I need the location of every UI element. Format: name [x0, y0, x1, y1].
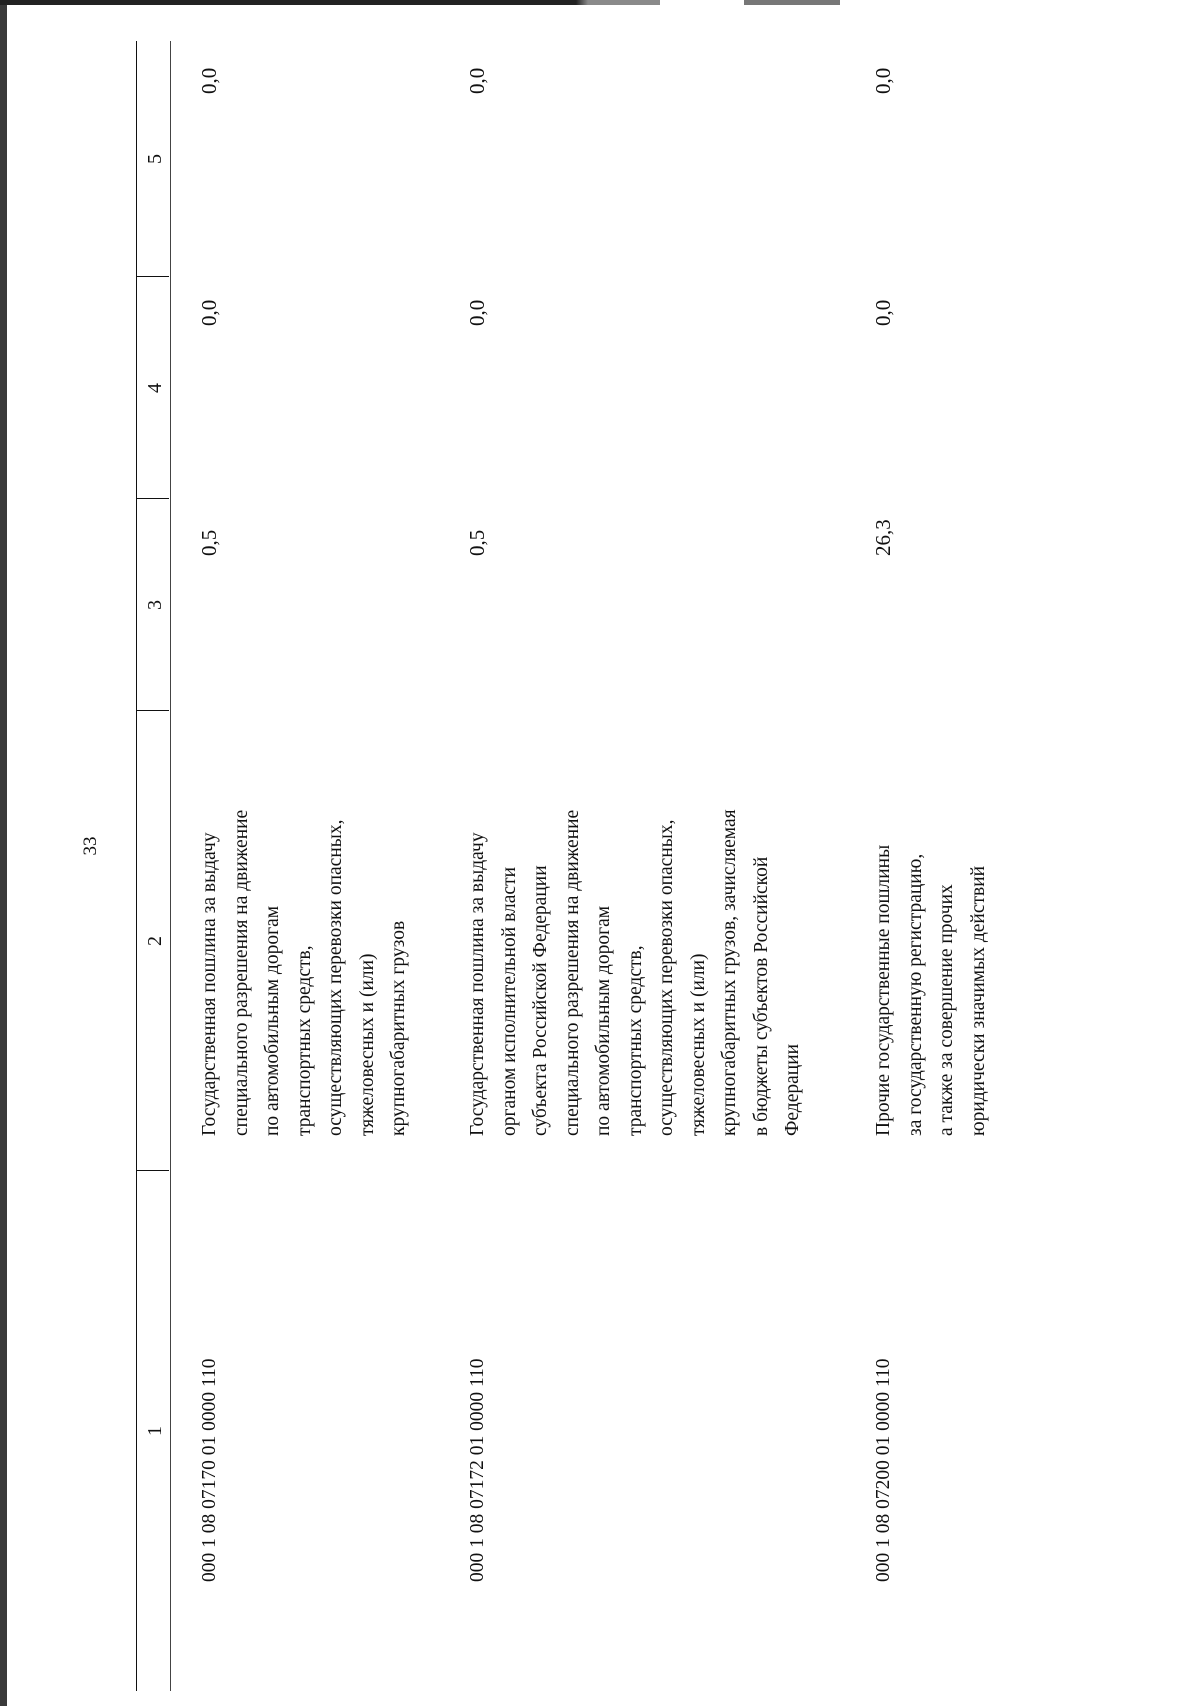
- row-name-line: Федерации: [782, 1043, 803, 1136]
- row-name-line: осуществляющих перевозки опасных,: [656, 819, 677, 1136]
- row-name-line: крупногабаритных грузов, зачисляемая: [719, 809, 740, 1136]
- row-name-line: Государственная пошлина за выдачу: [199, 832, 220, 1136]
- row-value-col3: 0,5: [197, 529, 221, 556]
- table-header-top-border: [136, 41, 137, 1691]
- row-name-line: в бюджеты субъектов Российской: [750, 856, 772, 1136]
- row-code: 000 1 08 07170 01 0000 110: [199, 1358, 220, 1582]
- row-name-line: по автомобильным дорогам: [262, 905, 283, 1136]
- row-name-line: крупногабаритных грузов: [388, 920, 409, 1136]
- row-name-line: Прочие государственные пошлины: [873, 844, 894, 1136]
- row-name-line: за государственную регистрацию,: [904, 853, 926, 1136]
- row-value-col3: 26,3: [871, 519, 895, 556]
- column-header-1: 1: [144, 1426, 166, 1436]
- column-header-3: 3: [144, 600, 166, 610]
- row-value-col4: 0,0: [871, 299, 895, 326]
- row-value-col5: 0,0: [465, 67, 489, 94]
- row-value-col5: 0,0: [871, 67, 895, 94]
- column-header-2: 2: [144, 936, 166, 946]
- row-name-line: субъекта Российской Федерации: [530, 865, 551, 1136]
- row-name-line: транспортных средств,: [624, 945, 646, 1136]
- row-name-line: а также за совершение прочих: [936, 884, 957, 1136]
- row-name-line: специального разрешения на движение: [561, 809, 583, 1136]
- row-name: [868, 845, 994, 1136]
- column-header-4: 4: [144, 383, 166, 393]
- row-name-line: тяжеловесных и (или): [687, 953, 709, 1136]
- row-name: [194, 810, 415, 1136]
- page-number: 33: [80, 836, 101, 856]
- row-code: 000 1 08 07200 01 0000 110: [873, 1358, 894, 1582]
- row-name-line: осуществляющих перевозки опасных,: [325, 819, 346, 1136]
- row-code: 000 1 08 07172 01 0000 110: [467, 1358, 488, 1582]
- row-value-col4: 0,0: [465, 299, 489, 326]
- row-name-line: специального разрешения на движение: [230, 809, 252, 1136]
- row-name-line: транспортных средств,: [293, 945, 315, 1136]
- table-header-bottom-border: [170, 41, 171, 1691]
- row-name-line: по автомобильным дорогам: [593, 905, 614, 1136]
- row-name-line: юридически значимых действий: [967, 865, 989, 1136]
- column-header-5: 5: [144, 154, 166, 164]
- row-name-line: Государственная пошлина за выдачу: [467, 832, 488, 1136]
- row-name-line: органом исполнительной власти: [498, 866, 520, 1136]
- row-value-col4: 0,0: [197, 299, 221, 326]
- row-value-col5: 0,0: [197, 67, 221, 94]
- row-name-line: тяжеловесных и (или): [356, 953, 378, 1136]
- row-value-col3: 0,5: [465, 529, 489, 556]
- row-name: [462, 809, 809, 1136]
